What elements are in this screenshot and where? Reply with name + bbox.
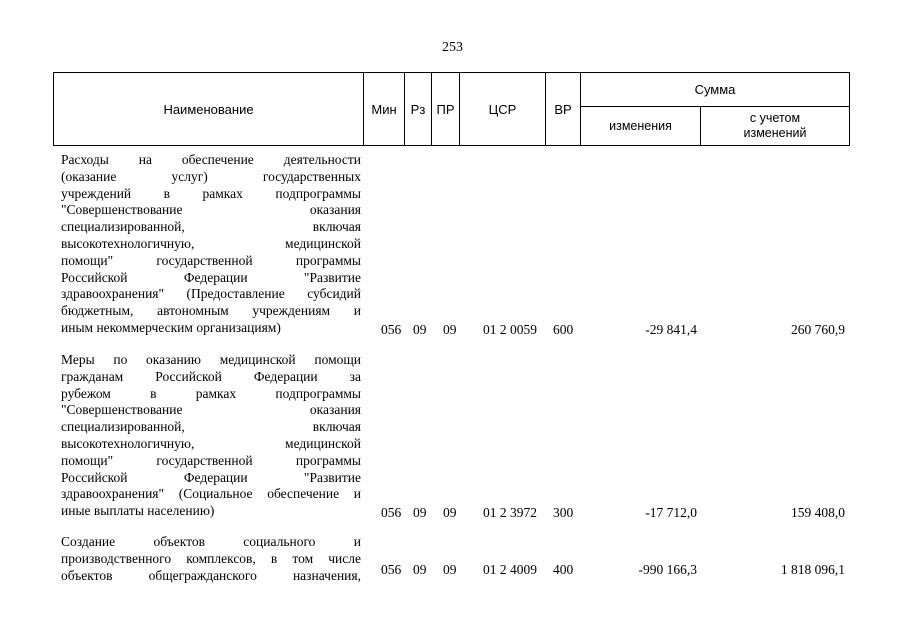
row-description bbox=[61, 352, 361, 520]
header-change: изменения bbox=[581, 107, 701, 145]
cell-change: -990 166,3 bbox=[638, 562, 697, 577]
cell-vr: 300 bbox=[553, 505, 574, 520]
cell-rz: 09 bbox=[413, 562, 427, 577]
desc-line: иные выплаты населению) bbox=[61, 503, 215, 519]
cell-change: -17 712,0 bbox=[645, 505, 697, 520]
cell-pr: 09 bbox=[443, 505, 457, 520]
cell-min: 056 bbox=[381, 562, 402, 577]
desc-line: бюджетным, автономным учреждениям и bbox=[61, 303, 361, 319]
cell-total: 159 408,0 bbox=[791, 505, 845, 520]
desc-line: (оказание услуг) государственных bbox=[61, 168, 361, 184]
desc-line: Меры по оказанию медицинской помощи bbox=[61, 352, 361, 367]
desc-line: "Совершенствование оказания bbox=[61, 202, 361, 218]
cell-vr: 600 bbox=[553, 322, 574, 337]
desc-line: помощи" государственной программы bbox=[61, 452, 361, 468]
cell-vr: 400 bbox=[553, 562, 574, 577]
cell-total: 260 760,9 bbox=[791, 322, 845, 337]
desc-line: объектов общегражданского назначения, bbox=[61, 567, 361, 583]
cell-pr: 09 bbox=[443, 322, 457, 337]
desc-line: специализированной, включая bbox=[61, 419, 361, 435]
header-with-change bbox=[701, 107, 849, 145]
row-description bbox=[61, 534, 361, 584]
header-sum: Сумма bbox=[581, 73, 849, 107]
desc-line: помощи" государственной программы bbox=[61, 252, 361, 268]
cell-rz: 09 bbox=[413, 505, 427, 520]
desc-line: Российской Федерации "Развитие bbox=[61, 269, 361, 285]
header-pr: ПР bbox=[432, 73, 460, 145]
header-csr: ЦСР bbox=[460, 73, 546, 145]
desc-line: здравоохранения" (Социальное обеспечение и bbox=[61, 486, 361, 502]
cell-pr: 09 bbox=[443, 562, 457, 577]
desc-line: учреждений в рамках подпрограммы bbox=[61, 185, 361, 201]
header-with-change-line1: с учетом bbox=[749, 111, 801, 125]
desc-line: Расходы на обеспечение деятельности bbox=[61, 152, 361, 167]
desc-line: "Совершенствование оказания bbox=[61, 402, 361, 418]
cell-min: 056 bbox=[381, 505, 402, 520]
desc-line: Российской Федерации "Развитие bbox=[61, 469, 361, 485]
desc-line: высокотехнологичную, медицинской bbox=[61, 435, 361, 451]
header-min: Мин bbox=[364, 73, 405, 145]
desc-line: специализированной, включая bbox=[61, 219, 361, 235]
cell-rz: 09 bbox=[413, 322, 427, 337]
page-number: 253 bbox=[442, 40, 463, 55]
cell-change: -29 841,4 bbox=[645, 322, 697, 337]
desc-line: иным некоммерческим организациям) bbox=[61, 319, 281, 335]
desc-line: гражданам Российской Федерации за bbox=[61, 368, 361, 384]
header-rz: Рз bbox=[405, 73, 432, 145]
cell-min: 056 bbox=[381, 322, 402, 337]
table-header bbox=[53, 72, 850, 146]
header-with-change-line2: изменений bbox=[743, 126, 807, 140]
header-vr: ВР bbox=[546, 73, 581, 145]
cell-csr: 01 2 0059 bbox=[483, 322, 537, 337]
row-description bbox=[61, 152, 361, 337]
cell-csr: 01 2 3972 bbox=[483, 505, 537, 520]
cell-csr: 01 2 4009 bbox=[483, 562, 537, 577]
header-name: Наименование bbox=[54, 73, 364, 145]
desc-line: Создание объектов социального и bbox=[61, 534, 361, 549]
desc-line: производственного комплексов, в том числе bbox=[61, 550, 361, 566]
desc-line: рубежом в рамках подпрограммы bbox=[61, 385, 361, 401]
desc-line: высокотехнологичную, медицинской bbox=[61, 235, 361, 251]
cell-total: 1 818 096,1 bbox=[780, 562, 845, 577]
desc-line: здравоохранения" (Предоставление субсидий bbox=[61, 286, 361, 302]
